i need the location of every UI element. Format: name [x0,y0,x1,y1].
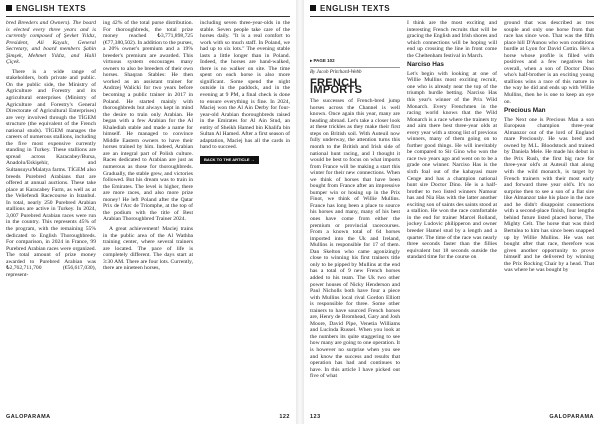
left-page [0,0,296,424]
left-column-2 [103,20,193,406]
body-paragraph: ground that was described as tres souple and only one horse from that race has since won. That was the fifth place hill D'Aunou who won conditions hurdle at Lyon for David Cottin. He's a horse whose profile is filled with positives and a few negatives but overall, when a son of Doctor Dino who's half-brother is an exciting young stallions wins a race of this nature in the way he did and ends up with Willie Mullins, then he is one to keep an eye on. [504,20,594,105]
body-paragraph: I think are the most exciting and interesting French recruits that will be gracing the English and Irish shores and which connections will be hoping will end up crossing the line in front come the Cheltenham festival in March. [407,20,497,59]
right-page [304,0,600,424]
page-number: 122 [279,414,290,420]
brand-name: GALOPARAMA [6,414,51,420]
left-footer [6,414,290,420]
section-title: ENGLISH TEXTS [320,3,391,13]
body-paragraph: The Next one is Precious Man a son European champion three-year Almanzor out of the lord of England mare Preciously. He was bred and owned by M.L. Bloodstock and trained by Daniela Mele. He made his debut in the Prix Rush, the first big race for three-year old's at Auteuil that along with the wild monarch, is target by French trainers with their most early and forward three year old's. It's no surprise then to see a son of a flat sire like Almanzor take his place in the race and he didn't disappoint connections with a second-place finish, four lengths behind future listed placed horse, The Mighty Celt. The horse that was third Bertulea to him has since been snapped up by Willie Mullins. He was not bought after that race, therefore was given another opportunity to prove himself and he delivered by winning the Prix Rocking Chair by a head. That was where he was bought by [504,116,594,274]
body-paragraph: A great achievement! Maciej trains in the public area of the Al Wathba training center, where several trainers are located. The pace of life is completely different. The days start at 3:30 AM. There are four lots. Currently, there are nineteen horses, [103,225,193,272]
section-marker-icon [6,5,12,11]
column-spacer [310,20,400,58]
left-page-columns [6,20,290,406]
right-page-columns [310,20,594,406]
intro-paragraph: bred Breeders and Owners). The board is elected every three years and is currently composed of Şevket Yıldız, President, Ali Kayalı, General Secretary, and board members Şahin Şimşek, Mehmet Yıldız, and Halil Çiçek. [6,20,96,66]
right-page-header [310,0,594,17]
section-title: ENGLISH TEXTS [16,3,87,13]
subheading: Narciso Has [407,61,444,69]
section-marker-icon [310,5,316,11]
left-column-3 [200,20,290,406]
back-to-article-link[interactable]: BACK TO THE ARTICLE → [200,156,259,165]
right-column-1 [310,20,400,406]
body-paragraph: including seven three-year-olds in the stable. Seven people take care of the horses daily. "It is a real comfort to work with so much staff. In Poland, we had up to six lots." The evening stable lasts a little longer than in Poland. Indeed, the horses are hand-walked, there is no walker on site. The time spent on each horse is also more significant. Some spend the night outside in the paddock, and in the evening at 9 PM, a final check is done to ensure everything is fine. In 2024, Maciej won the Al Ain Derby for four-year-old Arabian thoroughbreds raised in the Emirates for Al Ain Stud, an entity of Sheikh Hamed bin Khalifa bin Sultan Al Hamed. After a first season of adaptation, Maciej has all the cards in hand to succeed. [200,20,290,151]
body-paragraph: ing 42% of the total purse distribution. For thoroughbreds, the total prize money reached ₺3,771,898,725 (€77,380,502). In addition to the purses, a 20% owner's premium and a 19% breeder's premium are awarded. This virtuous system encourages many owners to also be breeders of their own horses. Shaqran Stables: He then worked as an assistant trainer for Andrzej Walicki for two years before becoming a public trainer in 2017 in Poland. He started mainly with thoroughbreds but always kept in mind the desire to train only Arabian. He began with a few Arabian for the Al Khalediah stable and made a name for himself. He managed to convince Middle Eastern owners to have their horses trained by him. Indeed, Arabian are an integral part of Polish culture. Races dedicated to Arabian are just as numerous as those for thoroughbreds. Gradually, the stable grew, and victories followed. But his dream was to train in the Emirates. The level is higher, there are more races, and also more prize money! He left Poland after the Qatar Prix de l'Arc de Triomphe, at the top of the podium with the title of Best Arabian Thoroughbred Trainer 2024. [103,20,193,223]
page-reference[interactable]: ▸ PAGE 102 [310,58,335,63]
right-column-2 [407,20,497,406]
brand-name: GALOPARAMA [549,414,594,420]
left-column-1 [6,20,96,406]
page-gutter [296,0,304,424]
body-paragraph: The successes of French-bred jump horses across the Channel is well known. Once again this year, many are heading abroad. Let's take a closer look at these trickles as they make their first steps on British soil. With Auteuil now fully underway, the attention turns this month to the British and Irish side of national hunt racing, and I thought it would be best to focus on what imports from France will be making a start this winter for their new connections. When we think of horses that have been bought from France after an impressive bumper win or hosing up in the Prix Finot, we think of Willie Mullins. France has long been a place to source his horses and many, many of his best ones have come from either the premium or provincial racecourses. From a known total of 64 horses imported into the Uk and Ireland, Mullins is responsible for 17 of them. Dan Skelton who came agonizingly close to winning his first trainers title only to be pipped by Mullins at the end has a total of 9 new French horses added to his team. The Uk two other power houses of Nicky Henderson and Paul Nicholls both have four a piece with Mullins local rival Gordon Elliott is responsible for three. Some other trainers to have sourced French horses are, Henry de Bromhead, Gary and Josh Moore, David Pipe, Venetia Williams and Lucinda Russel. When you look at the numbers its quite staggering to see how many are going to one operation. It is however no surprise when you see and know the success and results that operation has had and continues to have. In this article I have picked out five of what [310,98,400,380]
byline: By Jacob Pritchard-Webb [310,67,400,77]
body-paragraph: There is a wide range of stakeholders, both private and public. On the public side, the Ministry of Agriculture and Forestry and its agricultural enterprises (Ministry of Agriculture and Forestry's General Directorate of Agricultural Enterprises) are very involved through the TİGEM structure (the equivalent of the French national studs). TİGEM manages the careers of numerous stallions, including the five most expensive currently standing in Turkey. These stallions are spread across Karacabey/Bursa, Anadolu/Eskişehir, and Sultansuyu/Malatya farms. TİGEM also breeds Purebred Arabians that are offered at annual auctions. These take place at Karacabey Farm, as well as at the Veliefendi Racecourse in Istanbul. In total, nearly 250 Purebred Arabian stallions are active in Turkey. In 2024, 3,007 Purebred Arabian races were run in the country. This represents 45% of the program, with the remaining 55% dedicated to English Thoroughbreds. For comparison, in 2024 in France, 99 Purebred Arabian races were organized. The total amount of prize money awarded to Purebred Arabian was ₺2,762,711,700 (€56,617,030), represent- [6,68,96,278]
article-title: FRENCH IMPORTS [310,77,363,96]
right-footer [310,414,594,420]
body-paragraph: Let's begin with looking at one of Willie Mullins most exciting recruit, one who is already near the top of the triumph hurdle betting. Narciso Has this year's winner of the Prix Wild Monarch. Every Frenchmen in the racing world knows that the Wild Monarch is a race where the trainers try and aim there best three-year olds at every year with a strong list of previous winners, many of them going on to further good things. He will inevitably be compared to Sir Gino who won the race two years ago and went on to be a grade one winner. Narciso Has is the sixth foal out of the kahayasi mare Cenge and has a champion national hunt sire Doctor Dino. He is a half-brother to two listed winners Namour has and Nia Has with the latter another exciting son of saints des saints stood at a stallion. He won the race comfortable in the end for trainer Marcel Rolland, jockey Ludovic philipperon and owner breeder Hamel stud by a length and a quarter. The time of the race was nearly three seconds faster than the fillies equivalent but 18 seconds outside the standard time for the course on [407,70,497,261]
subheading: Precious Man [504,107,546,115]
right-column-3 [504,20,594,406]
left-page-header [6,0,290,17]
page-number: 123 [310,414,321,420]
